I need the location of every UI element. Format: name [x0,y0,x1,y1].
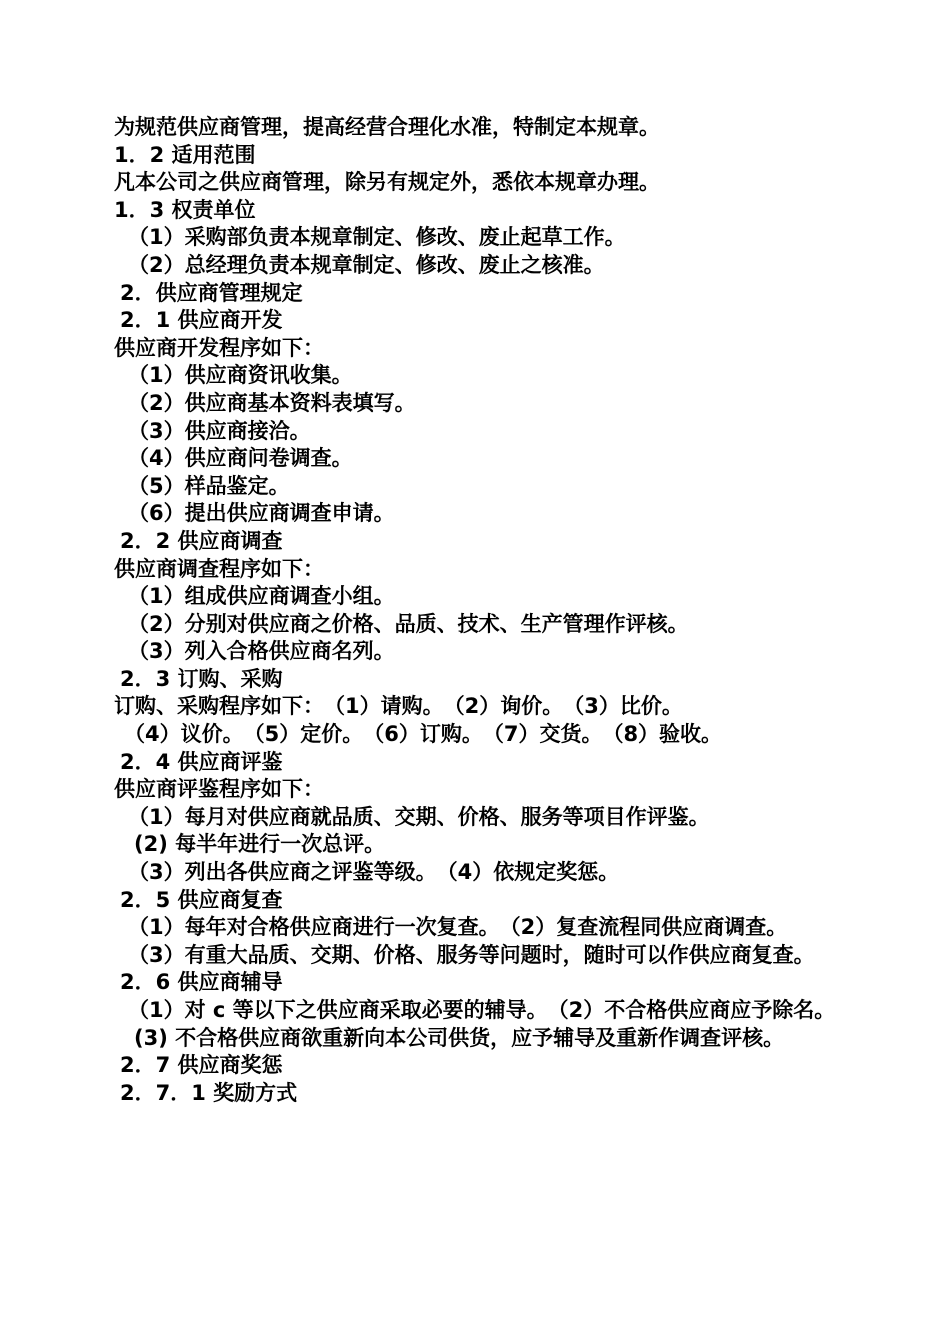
procedure-intro: 供应商开发程序如下： [114,335,324,360]
scope-paragraph: 凡本公司之供应商管理，除另有规定外，悉依本规章办理。 [114,170,660,195]
list-item: （1）供应商资讯收集。 [128,363,353,388]
list-item: （2）总经理负责本规章制定、修改、废止之核准。 [128,252,605,277]
section-heading-2-7: 2．7 供应商奖惩 [120,1053,283,1078]
list-item: （3）有重大品质、交期、价格、服务等问题时，随时可以作供应商复查。 [128,942,815,967]
section-heading-2-6: 2．6 供应商辅导 [120,970,283,995]
section-heading-1-3: 1．3 权责单位 [114,197,256,222]
procedure-intro: 供应商调查程序如下： [114,556,324,581]
intro-paragraph: 为规范供应商管理，提高经营合理化水准，特制定本规章。 [114,115,660,139]
document-body [114,114,838,1107]
list-item: （3）供应商接洽。 [128,418,311,443]
list-item: （3）列入合格供应商名列。 [128,639,395,664]
procedure-inline-list: （4）议价。 （5）定价。 （6）订购。 （7）交货。 （8）验收。 [124,722,723,747]
list-item: （1）采购部负责本规章制定、修改、废止起草工作。 [128,225,626,250]
section-heading-1-2: 1．2 适用范围 [114,142,256,167]
section-heading-2: 2．供应商管理规定 [120,280,303,305]
procedure-intro: 供应商评鉴程序如下： [114,777,324,802]
list-item: （1）每月对供应商就品质、交期、价格、服务等项目作评鉴。 [128,804,710,829]
list-item: (2) 每半年进行一次总评。 [134,832,386,857]
section-heading-2-7-1: 2．7．1 奖励方式 [120,1080,298,1105]
section-heading-2-5: 2．5 供应商复查 [120,887,283,912]
list-item: （2）分别对供应商之价格、品质、技术、生产管理作评核。 [128,611,689,636]
list-item: （1）对 c 等以下之供应商采取必要的辅导。 （2）不合格供应商应予除名。 [128,998,836,1022]
section-heading-2-3: 2．3 订购、采购 [120,666,283,691]
section-heading-2-4: 2．4 供应商评鉴 [120,749,283,774]
section-heading-2-2: 2．2 供应商调查 [120,528,283,553]
list-item: （1）组成供应商调查小组。 [128,584,395,609]
procedure-inline-list: 订购、采购程序如下： （1）请购。 （2）询价。 （3）比价。 [114,694,683,719]
list-item: （1）每年对合格供应商进行一次复查。 （2）复查流程同供应商调查。 [128,915,788,940]
list-item: （6）提出供应商调查申请。 [128,501,395,526]
section-heading-2-1: 2．1 供应商开发 [120,308,283,333]
list-item: （2）供应商基本资料表填写。 [128,390,416,415]
list-item: （5）样品鉴定。 [128,473,290,498]
list-item: （4）供应商问卷调查。 [128,446,353,471]
list-item: (3) 不合格供应商欲重新向本公司供货，应予辅导及重新作调查评核。 [134,1025,785,1050]
list-item: （3）列出各供应商之评鉴等级。 （4）依规定奖惩。 [128,860,620,885]
